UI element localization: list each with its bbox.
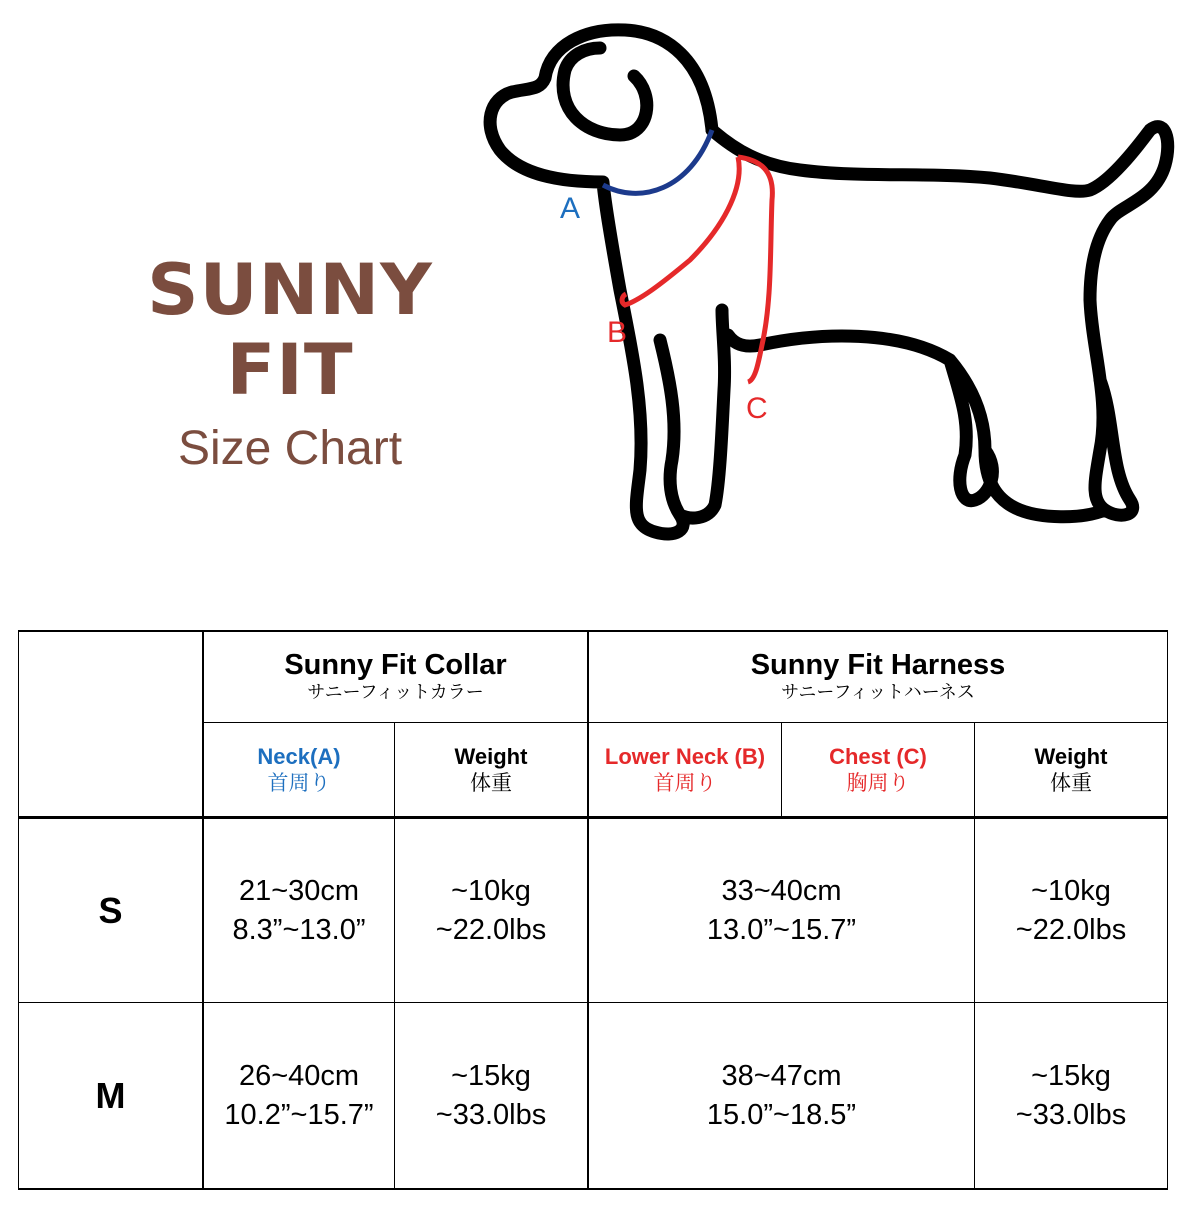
m-harness-weight-kg: ~15kg bbox=[1031, 1059, 1111, 1092]
column-header-chest bbox=[782, 723, 974, 816]
s-harness-weight-lbs: ~22.0lbs bbox=[1015, 913, 1127, 946]
m-harness-cm: 38~47cm bbox=[721, 1059, 842, 1092]
table-row-m-size bbox=[19, 1003, 202, 1188]
s-harness-cm: 33~40cm bbox=[721, 874, 842, 907]
chest-header-label: Chest (C) bbox=[829, 743, 927, 769]
column-header-lower-neck bbox=[589, 723, 781, 816]
table-row-s-harness-measure bbox=[589, 819, 974, 1002]
m-harness-weight-lbs: ~33.0lbs bbox=[1015, 1098, 1127, 1131]
collar-weight-header-label: Weight bbox=[454, 743, 528, 769]
brand-block bbox=[95, 250, 485, 478]
harness-weight-header-jp: 体重 bbox=[1050, 770, 1092, 795]
m-neck-cm: 26~40cm bbox=[238, 1059, 360, 1092]
diagram-label-c: C bbox=[746, 392, 768, 425]
table-row-s-size bbox=[19, 819, 202, 1002]
table-border-right bbox=[1167, 630, 1168, 1190]
table-row-m-neck bbox=[204, 1003, 394, 1188]
table-row-s-neck bbox=[204, 819, 394, 1002]
lower-neck-header-jp: 首周り bbox=[653, 770, 717, 795]
chest-header-jp: 胸周り bbox=[846, 770, 910, 795]
harness-header-title-jp: サニーフィットハーネス bbox=[781, 682, 975, 703]
neck-header-jp: 首周り bbox=[267, 770, 331, 795]
dog-measurement-diagram bbox=[480, 15, 1180, 555]
table-border-bottom bbox=[18, 1188, 1168, 1190]
dog-ear bbox=[563, 48, 647, 135]
lower-neck-header-label: Lower Neck (B) bbox=[604, 743, 766, 769]
table-row-m-harness-measure bbox=[589, 1003, 974, 1188]
harness-group-header bbox=[589, 632, 1167, 722]
diagram-label-a: A bbox=[560, 192, 581, 225]
table-row-m-harness-weight bbox=[975, 1003, 1167, 1188]
s-collar-weight-lbs: ~22.0lbs bbox=[435, 913, 547, 946]
size-label-m: M bbox=[95, 1074, 126, 1116]
table-row-s-harness-weight bbox=[975, 819, 1167, 1002]
m-collar-weight-kg: ~15kg bbox=[451, 1059, 531, 1092]
brand-subtitle: Size Chart bbox=[177, 422, 403, 475]
harness-header-title: Sunny Fit Harness bbox=[750, 649, 1006, 681]
collar-header-title: Sunny Fit Collar bbox=[284, 649, 507, 681]
column-header-collar-weight bbox=[395, 723, 587, 816]
dog-outline-back bbox=[712, 127, 1168, 517]
column-header-neck bbox=[204, 723, 394, 816]
s-harness-in: 13.0”~15.7” bbox=[706, 913, 857, 946]
collar-weight-header-jp: 体重 bbox=[470, 770, 512, 795]
size-table bbox=[18, 630, 1168, 1190]
s-neck-cm: 21~30cm bbox=[238, 874, 360, 907]
size-label-s: S bbox=[98, 889, 123, 931]
s-collar-weight-kg: ~10kg bbox=[451, 874, 531, 907]
table-row-s-collar-weight bbox=[395, 819, 587, 1002]
collar-group-header bbox=[204, 632, 587, 722]
column-header-harness-weight bbox=[975, 723, 1167, 816]
m-neck-in: 10.2”~15.7” bbox=[224, 1098, 374, 1131]
brand-title: SUNNY FIT bbox=[147, 249, 433, 411]
harness-weight-header-label: Weight bbox=[1034, 743, 1108, 769]
collar-header-title-jp: サニーフィットカラー bbox=[307, 682, 484, 703]
m-harness-in: 15.0”~18.5” bbox=[706, 1098, 857, 1131]
s-neck-in: 8.3”~13.0” bbox=[232, 913, 366, 946]
m-collar-weight-lbs: ~33.0lbs bbox=[435, 1098, 547, 1131]
neck-header-label: Neck(A) bbox=[257, 743, 341, 769]
dog-outline-front bbox=[490, 30, 724, 534]
s-harness-weight-kg: ~10kg bbox=[1031, 874, 1111, 907]
table-row-m-collar-weight bbox=[395, 1003, 587, 1188]
diagram-label-b: B bbox=[607, 316, 628, 349]
